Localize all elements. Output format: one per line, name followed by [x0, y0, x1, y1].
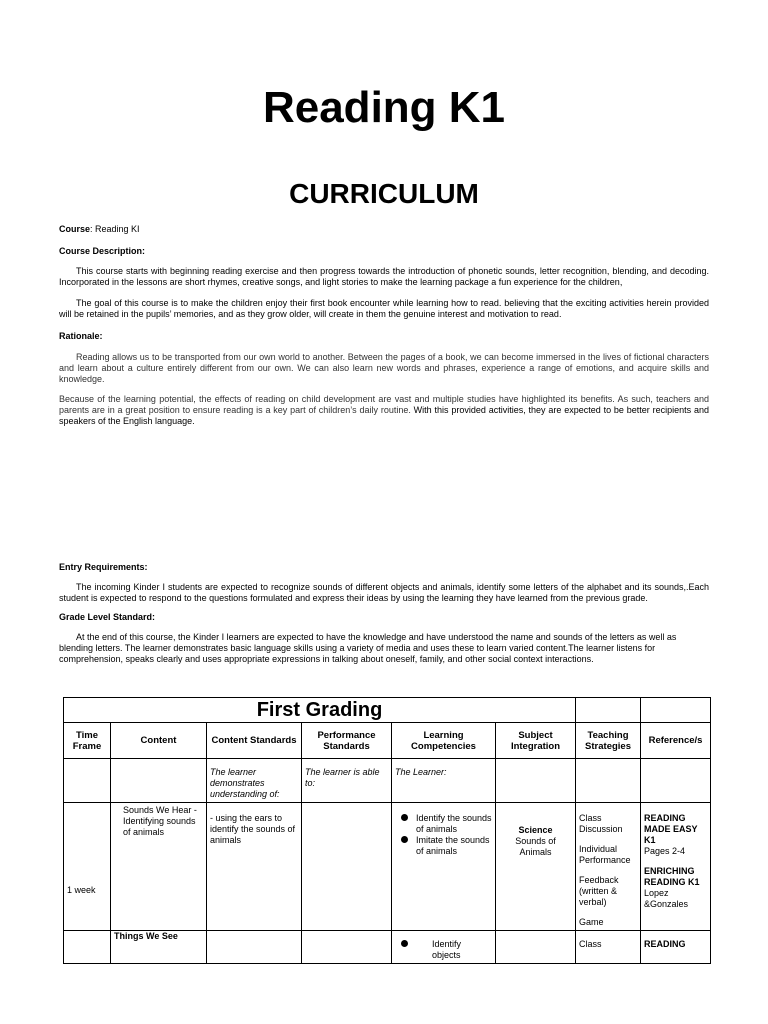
document-subtitle: CURRICULUM	[289, 178, 479, 209]
competency-text: Identify the sounds of animals	[416, 813, 492, 834]
empty-cell	[111, 759, 207, 803]
empty-cell	[302, 931, 392, 964]
course-line	[59, 224, 709, 235]
empty-cell	[576, 759, 641, 803]
grading-title: First Grading	[64, 698, 576, 723]
references-cell	[641, 803, 711, 931]
time-frame-cell: 1 week	[64, 803, 111, 931]
empty-cell	[641, 759, 711, 803]
first-grading-table	[63, 697, 711, 964]
teaching-strategies-cell: Class	[576, 931, 641, 964]
strategy-item: Individual Performance	[579, 844, 631, 865]
grade-level-standard-heading-text: Grade Level Standard:	[59, 612, 156, 622]
learning-competencies-cell	[392, 931, 496, 964]
competency-text: Identify objects	[432, 939, 462, 960]
rationale-heading-text: Rationale:	[59, 331, 103, 341]
competency-text: Imitate the sounds of animals	[416, 835, 490, 856]
teaching-strategies-cell	[576, 803, 641, 931]
reference-authors: Lopez &Gonzales	[644, 888, 689, 909]
course-label: Course	[59, 224, 91, 234]
course-description-paragraph-1: This course starts with beginning reading exercise and then progress towards the introduction of phonetic sounds, letter recognition, blending, and decoding. Incorporated in the lessons are short rhymes, creative songs, and light stories to make the learning package a fun experience for the children,	[59, 266, 709, 287]
sub-learning-competencies: The Learner:	[392, 759, 496, 803]
entry-requirements-heading	[59, 562, 709, 573]
course-value: : Reading KI	[90, 224, 140, 234]
bullet-icon	[401, 814, 408, 821]
content-standards-cell: - using the ears to identify the sounds of animals	[207, 803, 302, 931]
grade-level-standard-paragraph: At the end of this course, the Kinder I learners are expected to have the knowledge and have understood the name and sounds of the letters as well as blending letters. The learner demonstrates basic language skills using a variety of media and uses these to learn varied content.The learner listens for comprehension, speaks clearly and uses appropriate expressions in talking about oneself, family, and other social context interactions.	[59, 632, 677, 664]
subject-detail: Sounds of Animals	[515, 836, 556, 857]
document-title: Reading K1	[262, 83, 506, 132]
strategy-item: Feedback (written & verbal)	[579, 875, 619, 907]
rationale-heading	[59, 331, 709, 342]
content-cell: Sounds We Hear -Identifying sounds of animals	[111, 803, 207, 931]
sub-header-row	[64, 759, 711, 803]
entry-requirements-heading-text: Entry Requirements:	[59, 562, 148, 572]
bullet-icon	[401, 836, 408, 843]
header-references: Reference/s	[641, 723, 711, 759]
sub-content-standards: The learner demonstrates understanding of:	[207, 759, 302, 803]
rationale-paragraph-1: Reading allows us to be transported from our own world to another. Between the pages of a book, we can become immersed in the lives of fictional characters and learn about a culture entirely different from our own. We can also learn new words and phrases, experience a range of emotions, and acquire skills and knowledge.	[59, 352, 709, 384]
empty-cell	[496, 931, 576, 964]
strategy-item: Game	[579, 917, 604, 927]
header-row	[64, 723, 711, 759]
empty-cell	[207, 931, 302, 964]
header-content: Content	[111, 723, 207, 759]
reference-title: READING MADE EASY K1	[644, 813, 698, 845]
grade-level-standard-heading	[59, 612, 709, 623]
header-subject-integration: Subject Integration	[496, 723, 576, 759]
header-learning-competencies: Learning Competencies	[392, 723, 496, 759]
empty-cell	[64, 759, 111, 803]
reference-title: ENRICHING READING K1	[644, 866, 700, 887]
header-content-standards: Content Standards	[207, 723, 302, 759]
header-teaching-strategies: Teaching Strategies	[576, 723, 641, 759]
table-row	[64, 931, 711, 964]
sub-performance-standards: The learner is able to:	[302, 759, 392, 803]
reference-pages: Pages 2-4	[644, 846, 686, 856]
strategy-item: Class Discussion	[579, 813, 623, 834]
header-time-frame: Time Frame	[64, 723, 111, 759]
header-performance-standards: Performance Standards	[302, 723, 392, 759]
entry-requirements-paragraph: The incoming Kinder I students are expected to recognize sounds of different objects and animals, identify some letters of the alphabet and its sounds,.Each student is expected to respond to the questions formulated and express their ideas by using the learning they have learned from the previous grade.	[59, 582, 709, 603]
grading-title-row	[64, 698, 711, 723]
learning-competencies-cell	[392, 803, 496, 931]
empty-cell	[64, 931, 111, 964]
empty-cell	[496, 759, 576, 803]
bullet-icon	[401, 940, 408, 947]
list-item	[395, 939, 492, 961]
rationale-paragraph-2b: With this provided activities, they are expected to be better recipients and speakers of the English language.	[59, 405, 709, 426]
course-description-heading	[59, 246, 709, 257]
subject-integration-cell	[496, 803, 576, 931]
references-cell: READING	[641, 931, 711, 964]
course-description-heading-text: Course Description:	[59, 246, 146, 256]
empty-cell	[576, 698, 641, 723]
subject-name: Science	[518, 825, 553, 835]
content-cell: Things We See	[111, 931, 207, 964]
rationale-paragraph-2	[59, 394, 709, 427]
course-description-paragraph-2: The goal of this course is to make the children enjoy their first book encounter while learning how to read. believing that the exciting activities herein provided will be retained in the pupils’ memories, and as they grow older, will create in them the genuine interest and motivation to read.	[59, 298, 709, 319]
rationale-paragraph-2a: Because of the learning potential, the effects of reading on child development are vast and multiple studies have highlighted its benefits. As such, teachers and parents are in a great position to ensure reading is a key part of children’s daily routine.	[59, 394, 709, 415]
list-item	[395, 835, 492, 857]
table-row	[64, 803, 711, 931]
performance-standards-cell	[302, 803, 392, 931]
list-item	[395, 813, 492, 835]
empty-cell	[641, 698, 711, 723]
